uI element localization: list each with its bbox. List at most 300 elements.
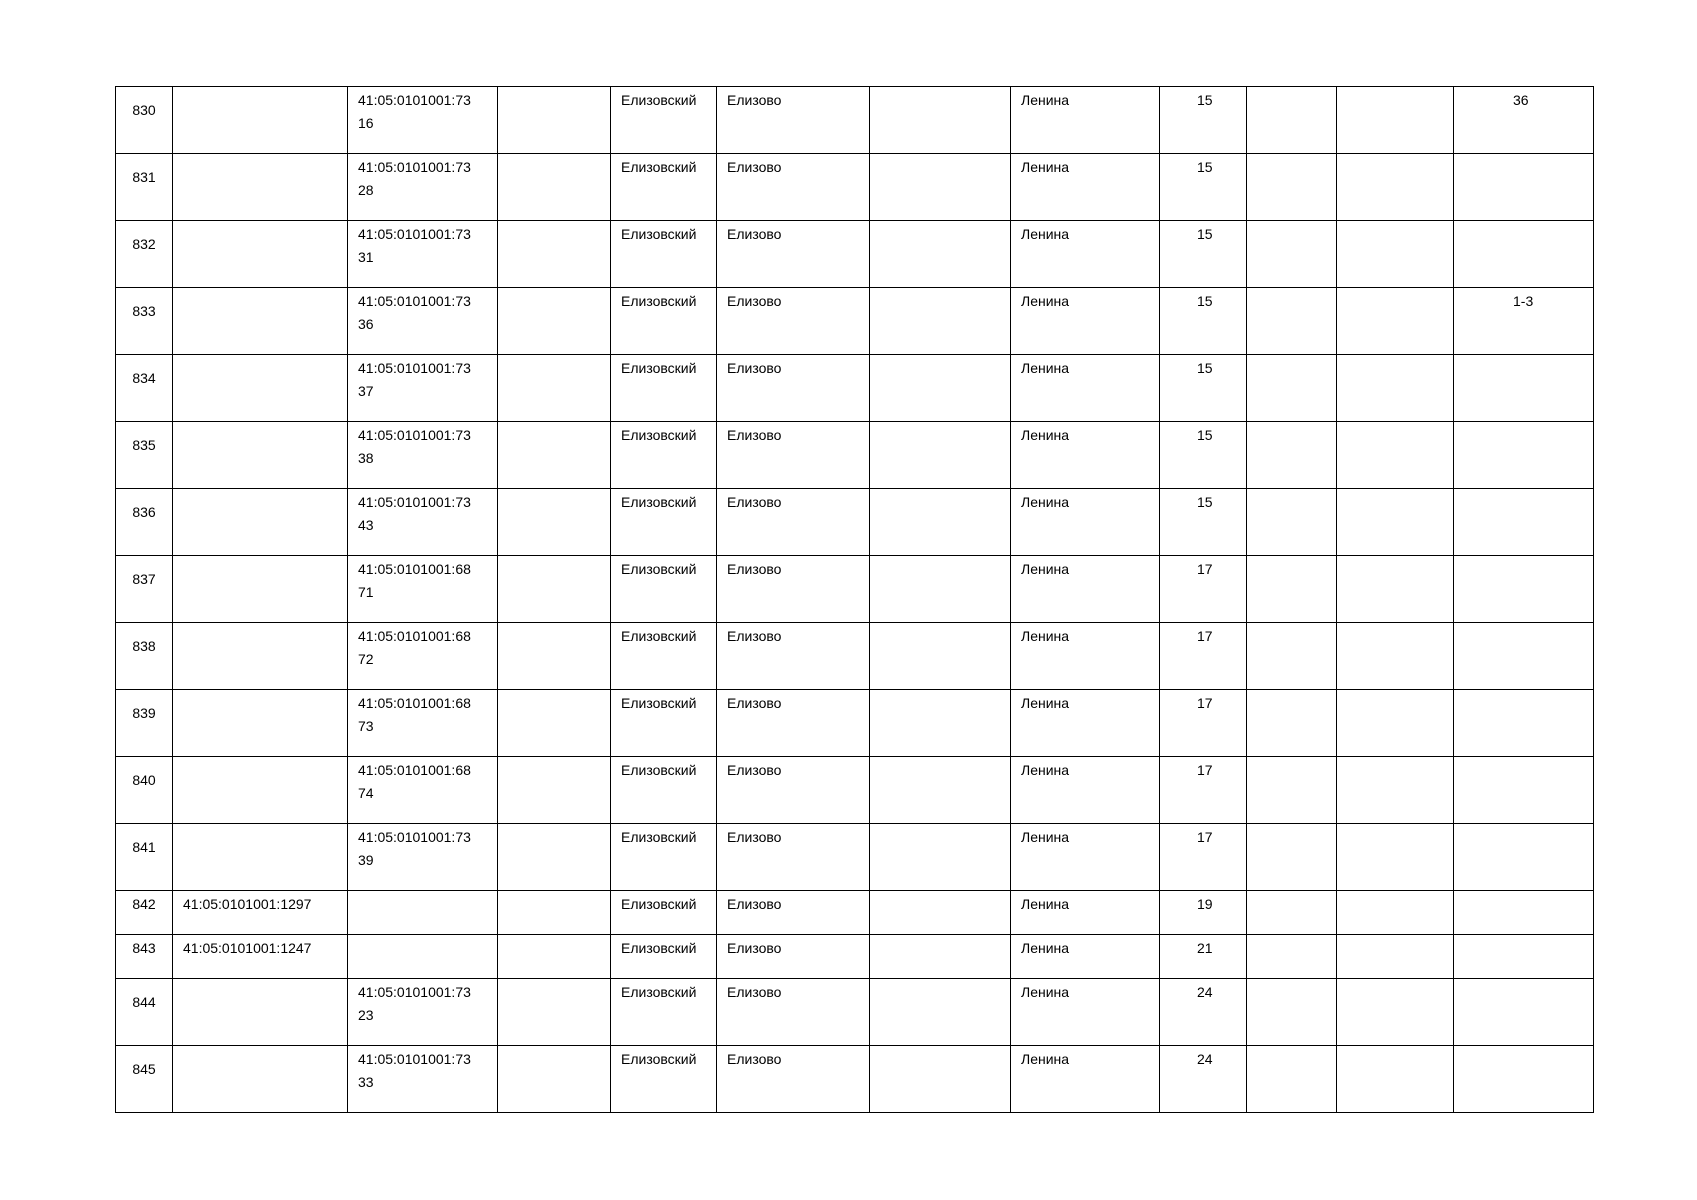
empty-cell-text	[498, 489, 610, 491]
empty-cell	[1337, 154, 1454, 221]
empty-cell-text	[1247, 935, 1336, 937]
apartment-cell-text	[1454, 221, 1593, 223]
row-number-cell-text: 843	[132, 940, 156, 956]
empty-cell	[1247, 154, 1337, 221]
empty-cell	[1247, 1046, 1337, 1113]
house-number-cell-text: 15	[1197, 159, 1213, 175]
cadastral-object-cell	[348, 556, 498, 623]
city-cell	[717, 690, 870, 757]
city-cell	[717, 422, 870, 489]
empty-cell	[1337, 623, 1454, 690]
house-number-cell	[1160, 757, 1247, 824]
city-cell	[717, 623, 870, 690]
district-cell	[611, 556, 717, 623]
empty-cell	[1247, 355, 1337, 422]
cadastral-land-cell	[173, 556, 348, 623]
house-number-cell	[1160, 489, 1247, 556]
apartment-cell	[1454, 355, 1594, 422]
cadastral-object-cell-text: 41:05:0101001:73 31	[358, 226, 471, 265]
empty-cell-text	[498, 556, 610, 558]
empty-cell	[1247, 935, 1337, 979]
house-number-cell	[1160, 824, 1247, 891]
cadastral-object-cell-text: 41:05:0101001:73 28	[358, 159, 471, 198]
district-cell-text: Елизовский	[621, 762, 697, 778]
cadastral-object-cell-text: 41:05:0101001:73 38	[358, 427, 471, 466]
house-number-cell	[1160, 355, 1247, 422]
empty-cell-text	[870, 757, 1010, 759]
city-cell	[717, 221, 870, 288]
street-cell-text: Ленина	[1021, 628, 1070, 644]
registry-table	[115, 86, 1594, 1113]
empty-cell-text	[870, 87, 1010, 89]
city-cell-text: Елизово	[727, 1051, 782, 1067]
cadastral-object-cell	[348, 87, 498, 154]
cadastral-land-cell	[173, 891, 348, 935]
apartment-cell	[1454, 690, 1594, 757]
city-cell	[717, 288, 870, 355]
empty-cell-text	[1337, 623, 1453, 625]
table-row	[116, 690, 1594, 757]
empty-cell-text	[1337, 979, 1453, 981]
empty-cell-text	[1247, 355, 1336, 357]
empty-cell	[870, 355, 1011, 422]
empty-cell-text	[1337, 154, 1453, 156]
apartment-cell-text	[1454, 690, 1593, 692]
cadastral-object-cell	[348, 623, 498, 690]
house-number-cell	[1160, 87, 1247, 154]
house-number-cell-text: 21	[1197, 940, 1213, 956]
empty-cell-text	[498, 623, 610, 625]
empty-cell	[870, 422, 1011, 489]
empty-cell-text	[870, 891, 1010, 893]
row-number-cell-text: 838	[132, 638, 156, 654]
cadastral-land-cell-text	[173, 556, 347, 558]
city-cell	[717, 87, 870, 154]
apartment-cell-text	[1454, 757, 1593, 759]
district-cell-text: Елизовский	[621, 494, 697, 510]
empty-cell	[498, 1046, 611, 1113]
house-number-cell-text: 15	[1197, 494, 1213, 510]
cadastral-object-cell-text: 41:05:0101001:73 16	[358, 92, 471, 131]
city-cell	[717, 824, 870, 891]
cadastral-object-cell-text: 41:05:0101001:73 43	[358, 494, 471, 533]
empty-cell-text	[1337, 891, 1453, 893]
empty-cell-text	[1337, 935, 1453, 937]
empty-cell	[498, 979, 611, 1046]
cadastral-land-cell-text	[173, 154, 347, 156]
table-row	[116, 221, 1594, 288]
house-number-cell-text: 17	[1197, 829, 1213, 845]
city-cell-text: Елизово	[727, 940, 782, 956]
house-number-cell	[1160, 288, 1247, 355]
cadastral-land-cell-text	[173, 288, 347, 290]
street-cell	[1011, 355, 1160, 422]
cadastral-object-cell-text: 41:05:0101001:68 74	[358, 762, 471, 801]
empty-cell	[1337, 288, 1454, 355]
district-cell-text: Елизовский	[621, 427, 697, 443]
apartment-cell-text	[1454, 935, 1593, 937]
empty-cell	[1247, 489, 1337, 556]
table-row	[116, 489, 1594, 556]
empty-cell	[498, 824, 611, 891]
empty-cell	[870, 824, 1011, 891]
street-cell	[1011, 824, 1160, 891]
empty-cell-text	[1337, 355, 1453, 357]
city-cell-text: Елизово	[727, 628, 782, 644]
apartment-cell-text	[1454, 422, 1593, 424]
empty-cell-text	[498, 891, 610, 893]
apartment-cell-text	[1454, 355, 1593, 357]
empty-cell-text	[498, 1046, 610, 1048]
district-cell	[611, 935, 717, 979]
empty-cell	[1247, 979, 1337, 1046]
cadastral-land-cell-text	[173, 87, 347, 89]
district-cell	[611, 623, 717, 690]
row-number-cell	[116, 221, 173, 288]
house-number-cell-text: 24	[1197, 1051, 1213, 1067]
street-cell	[1011, 489, 1160, 556]
empty-cell-text	[1247, 556, 1336, 558]
row-number-cell	[116, 355, 173, 422]
table-row	[116, 288, 1594, 355]
street-cell-text: Ленина	[1021, 695, 1070, 711]
house-number-cell-text: 15	[1197, 226, 1213, 242]
empty-cell	[870, 87, 1011, 154]
city-cell	[717, 355, 870, 422]
city-cell	[717, 489, 870, 556]
empty-cell-text	[870, 979, 1010, 981]
empty-cell-text	[1337, 288, 1453, 290]
empty-cell	[1247, 556, 1337, 623]
empty-cell	[498, 355, 611, 422]
empty-cell-text	[498, 288, 610, 290]
empty-cell	[498, 935, 611, 979]
city-cell-text: Елизово	[727, 494, 782, 510]
cadastral-land-cell-text	[173, 623, 347, 625]
district-cell	[611, 221, 717, 288]
apartment-cell-text: 1-3	[1513, 293, 1534, 309]
apartment-cell-text	[1454, 1046, 1593, 1048]
street-cell-text: Ленина	[1021, 159, 1070, 175]
row-number-cell-text: 844	[132, 994, 156, 1010]
row-number-cell-text: 840	[132, 772, 156, 788]
district-cell-text: Елизовский	[621, 226, 697, 242]
empty-cell-text	[1337, 556, 1453, 558]
empty-cell-text	[870, 154, 1010, 156]
table-row	[116, 1046, 1594, 1113]
apartment-cell	[1454, 935, 1594, 979]
house-number-cell	[1160, 221, 1247, 288]
street-cell	[1011, 1046, 1160, 1113]
cadastral-object-cell-text: 41:05:0101001:73 23	[358, 984, 471, 1023]
cadastral-object-cell	[348, 489, 498, 556]
empty-cell	[498, 87, 611, 154]
apartment-cell	[1454, 1046, 1594, 1113]
house-number-cell-text: 15	[1197, 427, 1213, 443]
city-cell	[717, 979, 870, 1046]
house-number-cell-text: 17	[1197, 695, 1213, 711]
empty-cell	[1247, 891, 1337, 935]
table-row	[116, 556, 1594, 623]
cadastral-land-cell	[173, 1046, 348, 1113]
cadastral-land-cell	[173, 355, 348, 422]
street-cell-text: Ленина	[1021, 360, 1070, 376]
empty-cell-text	[1337, 87, 1453, 89]
city-cell	[717, 757, 870, 824]
row-number-cell-text: 836	[132, 504, 156, 520]
cadastral-object-cell-text: 41:05:0101001:73 39	[358, 829, 471, 868]
house-number-cell	[1160, 891, 1247, 935]
empty-cell-text	[498, 690, 610, 692]
street-cell	[1011, 154, 1160, 221]
street-cell	[1011, 288, 1160, 355]
cadastral-object-cell-text: 41:05:0101001:73 36	[358, 293, 471, 332]
empty-cell	[870, 1046, 1011, 1113]
house-number-cell-text: 15	[1197, 293, 1213, 309]
cadastral-land-cell-text	[173, 489, 347, 491]
empty-cell	[870, 979, 1011, 1046]
cadastral-object-cell-text: 41:05:0101001:68 71	[358, 561, 471, 600]
empty-cell-text	[870, 288, 1010, 290]
apartment-cell	[1454, 979, 1594, 1046]
empty-cell-text	[870, 935, 1010, 937]
street-cell-text: Ленина	[1021, 829, 1070, 845]
empty-cell-text	[870, 824, 1010, 826]
empty-cell-text	[870, 422, 1010, 424]
row-number-cell	[116, 1046, 173, 1113]
cadastral-land-cell	[173, 489, 348, 556]
city-cell	[717, 1046, 870, 1113]
cadastral-object-cell-text: 41:05:0101001:68 73	[358, 695, 471, 734]
apartment-cell-text	[1454, 556, 1593, 558]
empty-cell-text	[1247, 1046, 1336, 1048]
cadastral-land-cell	[173, 288, 348, 355]
empty-cell	[1247, 757, 1337, 824]
house-number-cell	[1160, 979, 1247, 1046]
street-cell	[1011, 757, 1160, 824]
district-cell-text: Елизовский	[621, 984, 697, 1000]
city-cell-text: Елизово	[727, 695, 782, 711]
city-cell-text: Елизово	[727, 829, 782, 845]
house-number-cell	[1160, 623, 1247, 690]
row-number-cell	[116, 979, 173, 1046]
empty-cell	[1247, 690, 1337, 757]
empty-cell	[1337, 824, 1454, 891]
empty-cell-text	[1247, 288, 1336, 290]
cadastral-object-cell	[348, 979, 498, 1046]
empty-cell-text	[498, 824, 610, 826]
district-cell	[611, 1046, 717, 1113]
district-cell	[611, 891, 717, 935]
apartment-cell	[1454, 824, 1594, 891]
house-number-cell-text: 24	[1197, 984, 1213, 1000]
row-number-cell-text: 831	[132, 169, 156, 185]
empty-cell	[870, 690, 1011, 757]
street-cell-text: Ленина	[1021, 940, 1070, 956]
cadastral-land-cell	[173, 87, 348, 154]
empty-cell	[870, 154, 1011, 221]
apartment-cell-text	[1454, 623, 1593, 625]
apartment-cell	[1454, 891, 1594, 935]
empty-cell-text	[498, 355, 610, 357]
district-cell	[611, 422, 717, 489]
apartment-cell	[1454, 757, 1594, 824]
row-number-cell-text: 841	[132, 839, 156, 855]
empty-cell	[1337, 979, 1454, 1046]
table-row	[116, 757, 1594, 824]
apartment-cell-text	[1454, 154, 1593, 156]
district-cell	[611, 288, 717, 355]
empty-cell-text	[870, 1046, 1010, 1048]
street-cell-text: Ленина	[1021, 762, 1070, 778]
empty-cell-text	[1247, 623, 1336, 625]
city-cell-text: Елизово	[727, 92, 782, 108]
apartment-cell	[1454, 623, 1594, 690]
street-cell	[1011, 422, 1160, 489]
city-cell-text: Елизово	[727, 762, 782, 778]
empty-cell-text	[498, 87, 610, 89]
empty-cell-text	[1247, 979, 1336, 981]
cadastral-object-cell-text: 41:05:0101001:68 72	[358, 628, 471, 667]
house-number-cell-text: 19	[1197, 896, 1213, 912]
empty-cell	[498, 154, 611, 221]
empty-cell-text	[1337, 221, 1453, 223]
row-number-cell	[116, 422, 173, 489]
house-number-cell	[1160, 1046, 1247, 1113]
district-cell	[611, 979, 717, 1046]
empty-cell-text	[1337, 690, 1453, 692]
street-cell-text: Ленина	[1021, 293, 1070, 309]
row-number-cell-text: 832	[132, 236, 156, 252]
empty-cell-text	[1337, 1046, 1453, 1048]
cadastral-land-cell	[173, 623, 348, 690]
street-cell-text: Ленина	[1021, 92, 1070, 108]
empty-cell	[498, 623, 611, 690]
house-number-cell	[1160, 422, 1247, 489]
apartment-cell-text	[1454, 979, 1593, 981]
district-cell	[611, 824, 717, 891]
cadastral-object-cell	[348, 154, 498, 221]
house-number-cell-text: 17	[1197, 762, 1213, 778]
empty-cell-text	[870, 355, 1010, 357]
city-cell-text: Елизово	[727, 427, 782, 443]
district-cell-text: Елизовский	[621, 360, 697, 376]
empty-cell	[1247, 422, 1337, 489]
cadastral-object-cell-text	[348, 935, 497, 937]
city-cell	[717, 935, 870, 979]
empty-cell	[1247, 824, 1337, 891]
row-number-cell	[116, 288, 173, 355]
house-number-cell	[1160, 935, 1247, 979]
empty-cell	[1337, 690, 1454, 757]
table-row	[116, 935, 1594, 979]
empty-cell	[498, 422, 611, 489]
street-cell	[1011, 623, 1160, 690]
row-number-cell-text: 835	[132, 437, 156, 453]
city-cell-text: Елизово	[727, 360, 782, 376]
apartment-cell	[1454, 489, 1594, 556]
empty-cell-text	[870, 623, 1010, 625]
cadastral-land-cell-text	[173, 355, 347, 357]
empty-cell	[870, 489, 1011, 556]
city-cell	[717, 891, 870, 935]
empty-cell-text	[1337, 489, 1453, 491]
apartment-cell	[1454, 288, 1594, 355]
empty-cell	[498, 221, 611, 288]
table-row	[116, 979, 1594, 1046]
empty-cell	[1247, 221, 1337, 288]
street-cell	[1011, 221, 1160, 288]
street-cell-text: Ленина	[1021, 984, 1070, 1000]
row-number-cell-text: 834	[132, 370, 156, 386]
empty-cell	[870, 623, 1011, 690]
row-number-cell	[116, 690, 173, 757]
table-row	[116, 824, 1594, 891]
street-cell-text: Ленина	[1021, 494, 1070, 510]
empty-cell	[870, 556, 1011, 623]
table-row	[116, 87, 1594, 154]
empty-cell-text	[1337, 757, 1453, 759]
apartment-cell-text	[1454, 489, 1593, 491]
city-cell-text: Елизово	[727, 226, 782, 242]
empty-cell	[1247, 87, 1337, 154]
empty-cell-text	[870, 690, 1010, 692]
empty-cell	[1337, 489, 1454, 556]
city-cell-text: Елизово	[727, 896, 782, 912]
cadastral-land-cell-text	[173, 690, 347, 692]
cadastral-land-cell-text: 41:05:0101001:1297	[183, 896, 312, 912]
empty-cell	[1337, 355, 1454, 422]
cadastral-object-cell	[348, 221, 498, 288]
house-number-cell-text: 17	[1197, 561, 1213, 577]
city-cell	[717, 556, 870, 623]
empty-cell	[1337, 935, 1454, 979]
cadastral-land-cell	[173, 824, 348, 891]
district-cell	[611, 690, 717, 757]
apartment-cell	[1454, 87, 1594, 154]
house-number-cell	[1160, 690, 1247, 757]
row-number-cell-text: 839	[132, 705, 156, 721]
street-cell	[1011, 935, 1160, 979]
city-cell-text: Елизово	[727, 293, 782, 309]
district-cell	[611, 87, 717, 154]
house-number-cell	[1160, 154, 1247, 221]
street-cell-text: Ленина	[1021, 1051, 1070, 1067]
empty-cell-text	[870, 489, 1010, 491]
empty-cell	[870, 757, 1011, 824]
city-cell	[717, 154, 870, 221]
street-cell	[1011, 556, 1160, 623]
district-cell	[611, 757, 717, 824]
district-cell	[611, 355, 717, 422]
apartment-cell-text: 36	[1513, 92, 1529, 108]
row-number-cell	[116, 824, 173, 891]
empty-cell	[498, 288, 611, 355]
row-number-cell	[116, 891, 173, 935]
empty-cell-text	[1247, 690, 1336, 692]
district-cell-text: Елизовский	[621, 829, 697, 845]
table-body	[116, 87, 1594, 1113]
empty-cell	[498, 489, 611, 556]
district-cell	[611, 154, 717, 221]
cadastral-land-cell	[173, 935, 348, 979]
row-number-cell	[116, 935, 173, 979]
district-cell-text: Елизовский	[621, 896, 697, 912]
empty-cell-text	[498, 221, 610, 223]
empty-cell	[498, 690, 611, 757]
cadastral-object-cell-text: 41:05:0101001:73 33	[358, 1051, 471, 1090]
empty-cell-text	[1247, 824, 1336, 826]
